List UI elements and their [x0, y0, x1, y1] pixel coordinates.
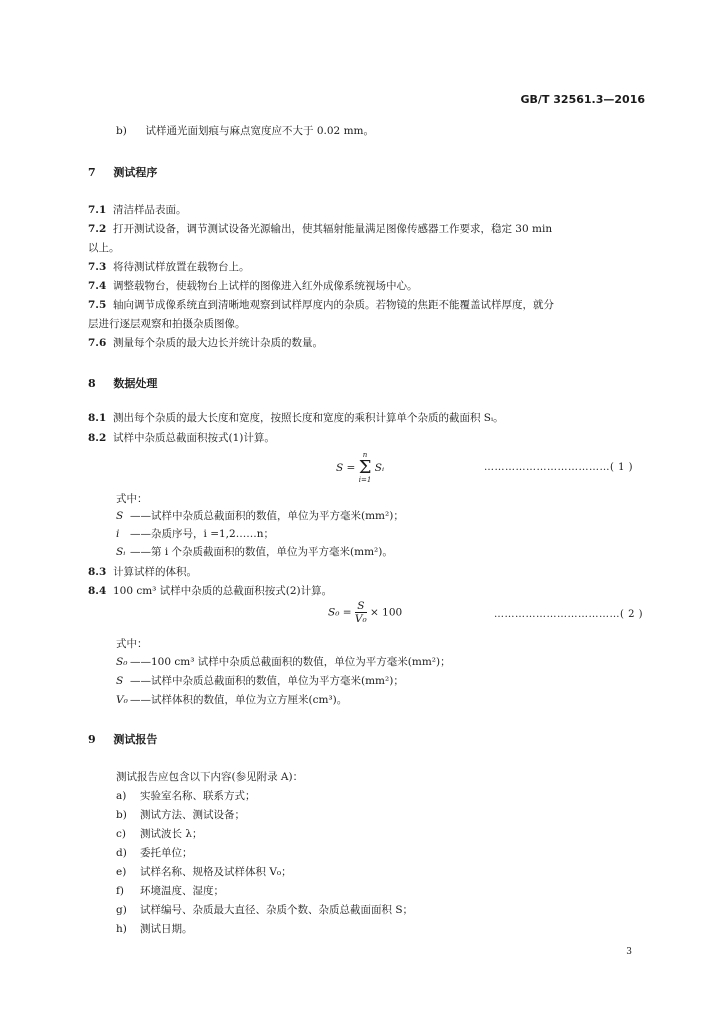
definition-i: i ——杂质序号，i =1,2……n；: [116, 528, 274, 540]
equation-2-leader: ………………………………( 2 ): [494, 609, 644, 620]
section-number: 7: [88, 166, 96, 179]
definition-V0: V₀ ——试样体积的数值，单位为立方厘米(cm³)。: [116, 694, 348, 706]
definition-S0: S₀ ——100 cm³ 试样中杂质总截面积的数值，单位为平方毫米(mm²)；: [116, 656, 451, 668]
equation-1-leader: ………………………………( 1 ): [484, 462, 634, 473]
standard-number: GB/T 32561.3—2016: [520, 93, 645, 106]
item-text: 试样通光面划痕与麻点宽度应不大于 0.02 mm。: [145, 125, 374, 137]
where-label-2: 式中：: [116, 638, 148, 650]
step-7-2-continued: 以上。: [88, 242, 120, 254]
report-item-c: c) 测试波长 λ；: [116, 828, 203, 840]
step-7-6: 7.6 测量每个杂质的最大边长并统计杂质的数量。: [88, 337, 323, 349]
page-number: 3: [626, 947, 632, 957]
definition-S-2: S ——试样中杂质总截面积的数值，单位为平方毫米(mm²)；: [116, 675, 404, 687]
report-item-b: b) 测试方法、测试设备；: [116, 809, 245, 821]
equation-2-label: ( 2 ): [620, 609, 644, 620]
section-title: 测试报告: [113, 733, 158, 746]
report-item-h: h) 测试日期。: [116, 923, 193, 935]
fraction: $\frac{S}{\text{V₀}}$: [354, 600, 367, 625]
definition-S: S ——试样中杂质总截面积的数值，单位为平方毫米(mm²)；: [116, 510, 404, 522]
paragraph-8-2: 8.2 试样中杂质总截面积按式(1)计算。: [88, 432, 275, 444]
summation: n Σ i=1: [358, 451, 372, 484]
step-7-3: 7.3 将待测试样放置在载物台上。: [88, 261, 250, 273]
section-number: 8: [88, 377, 96, 390]
section-title: 测试程序: [113, 166, 158, 179]
report-item-e: e) 试样名称、规格及试样体积 V₀；: [116, 866, 292, 878]
section-9-heading: [88, 731, 157, 747]
section-7-heading: [88, 164, 157, 180]
report-item-g: g) 试样编号、杂质最大直径、杂质个数、杂质总截面面积 S；: [116, 904, 414, 916]
where-label-1: 式中：: [116, 493, 148, 505]
report-intro: 测试报告应包含以下内容(参见附录 A)：: [116, 771, 304, 783]
equation-1: S = n Σ i=1 Sᵢ: [336, 451, 385, 484]
report-item-f: f) 环境温度、湿度；: [116, 885, 224, 897]
step-7-2: 7.2 打开测试设备，调节测试设备光源输出，使其辐射能量满足图像传感器工作要求，稳定 30 min: [88, 223, 553, 235]
item-label: b): [116, 125, 127, 137]
section-8-heading: [88, 375, 157, 391]
equation-1-label: ( 1 ): [610, 462, 634, 473]
step-7-1: 7.1 清洁样品表面。: [88, 204, 187, 216]
report-item-d: d) 委托单位；: [116, 847, 193, 859]
paragraph-8-3: 8.3 计算试样的体积。: [88, 566, 197, 578]
step-7-5: 7.5 轴向调节成像系统直到清晰地观察到试样厚度内的杂质。若物镜的焦距不能覆盖试样厚度，就分: [88, 299, 554, 311]
section-title: 数据处理: [113, 377, 158, 390]
step-7-5-continued: 层进行逐层观察和拍摄杂质图像。: [88, 318, 246, 330]
step-7-4: 7.4 调整载物台，使载物台上试样的图像进入红外成像系统视场中心。: [88, 280, 418, 292]
list-item-b-top: [116, 124, 374, 138]
paragraph-8-4: 8.4 100 cm³ 试样中杂质的总截面积按式(2)计算。: [88, 585, 333, 597]
paragraph-8-1: 8.1 测出每个杂质的最大长度和宽度，按照长度和宽度的乘积计算单个杂质的截面积 Sᵢ。: [88, 412, 504, 424]
section-number: 9: [88, 733, 96, 746]
report-item-a: a) 实验室名称、联系方式；: [116, 790, 256, 802]
definition-Si: Sᵢ ——第 i 个杂质截面积的数值，单位为平方毫米(mm²)。: [116, 546, 393, 558]
equation-2: S₀ = $\frac{S}{\text{V₀}}$ × 100: [328, 600, 403, 625]
